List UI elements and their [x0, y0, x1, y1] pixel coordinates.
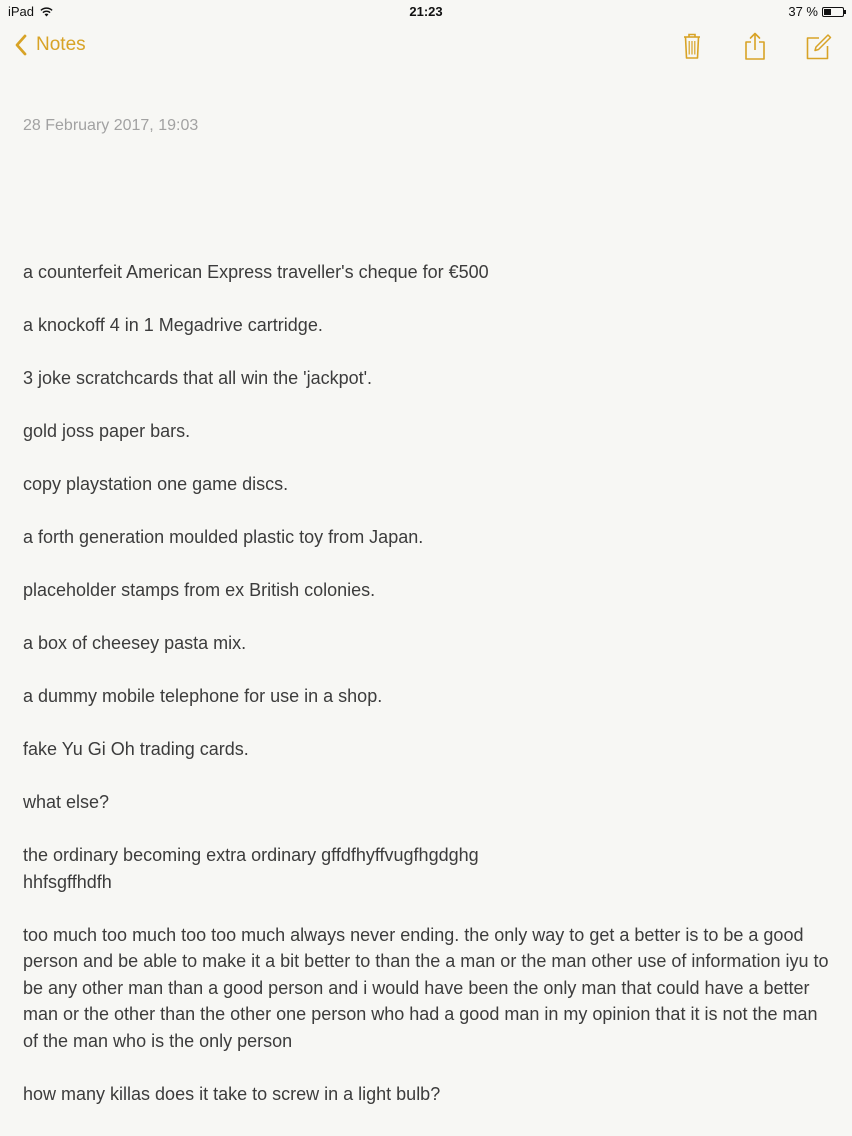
- note-line: what else?: [23, 792, 110, 812]
- note-line: gold joss paper bars.: [23, 421, 191, 441]
- note-line: placeholder stamps from ex British colonies.: [23, 580, 376, 600]
- toolbar: [678, 31, 832, 61]
- clock: 21:23: [409, 4, 443, 19]
- note-line: too much too much too too much always never ending. the only way to get a better is to be a good person and be able to make it a bit better to than the a man or the man other use of information iyu to be any other man than a good person and i would have been the only man that could have a better man or the other than the other one person who had a good man in my opinion that it is not the man of the man who is the only person: [23, 924, 829, 1051]
- back-button-label: Notes: [36, 34, 86, 55]
- device-name: iPad: [8, 4, 35, 19]
- share-icon[interactable]: [741, 31, 769, 61]
- back-to-notes-button[interactable]: [14, 34, 86, 56]
- note-line: a forth generation moulded plastic toy from Japan.: [23, 527, 424, 547]
- trash-icon[interactable]: [678, 31, 706, 61]
- note-date: 28 February 2017, 19:03: [23, 117, 199, 134]
- note-line: a box of cheesey pasta mix.: [23, 633, 247, 653]
- note-line: a knockoff 4 in 1 Megadrive cartridge.: [23, 315, 323, 335]
- note-line: the ordinary becoming extra ordinary gffdfhyffvugfhgdghg hhfsgffhdfh: [23, 845, 479, 892]
- note-line: 3 joke scratchcards that all win the 'jackpot'.: [23, 368, 373, 388]
- note-body[interactable]: [23, 259, 833, 1134]
- chevron-left-icon: [14, 34, 28, 56]
- note-line: a counterfeit American Express traveller's cheque for €500: [23, 262, 489, 282]
- note-line: fake Yu Gi Oh trading cards.: [23, 739, 249, 759]
- note-line: how many killas does it take to screw in a light bulb?: [23, 1083, 441, 1104]
- note-line: a dummy mobile telephone for use in a shop.: [23, 686, 383, 706]
- compose-icon[interactable]: [804, 31, 832, 61]
- note-line: copy playstation one game discs.: [23, 474, 289, 494]
- status-right: [788, 4, 844, 19]
- navigation-bar: [0, 22, 852, 72]
- battery-icon: [822, 7, 844, 17]
- status-bar: [0, 0, 852, 22]
- battery-level: [824, 9, 831, 15]
- battery-percentage: 37 %: [788, 4, 818, 19]
